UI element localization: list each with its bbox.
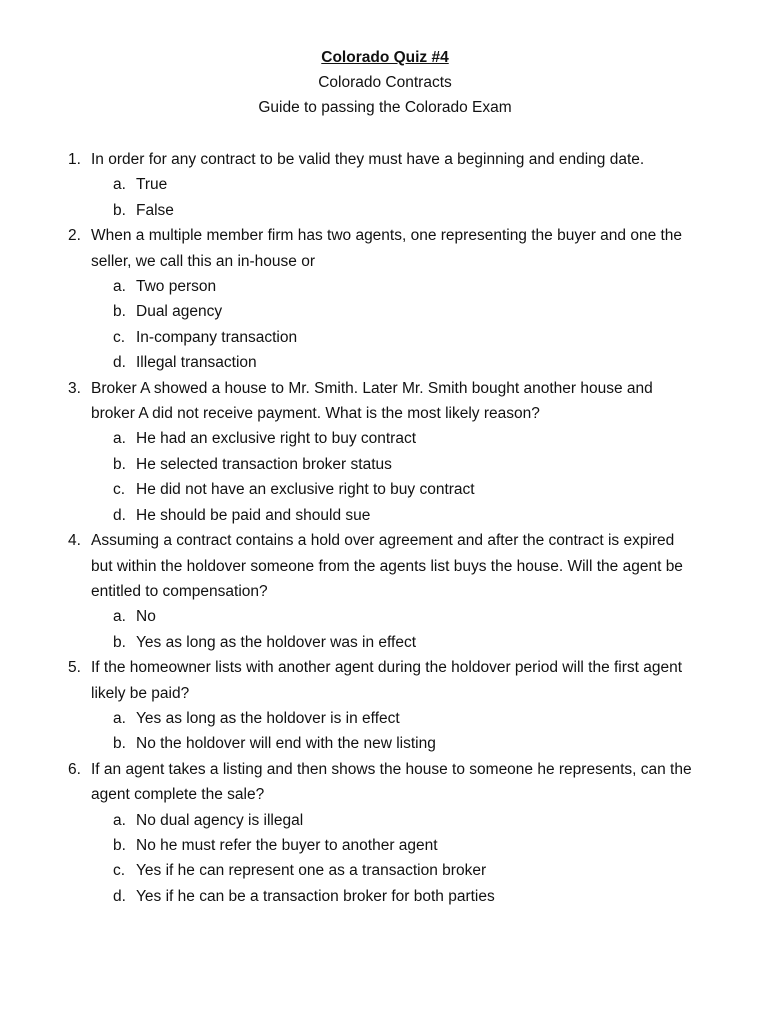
answer-option-text: In-company transaction <box>136 328 298 346</box>
answer-option-text: Dual agency <box>136 303 223 321</box>
question-text-continued: likely be paid? <box>91 684 190 702</box>
question-number: 1. <box>68 151 81 168</box>
answer-option <box>0 808 770 833</box>
answer-option <box>0 350 770 375</box>
question-line <box>0 147 770 172</box>
document-subtitle: Colorado Contracts <box>318 74 452 91</box>
question-text-continued: but within the holdover someone from the agents list buys the house. Will the agent be <box>91 557 683 575</box>
question-number: 4. <box>68 532 81 550</box>
answer-option-letter: d. <box>113 506 126 524</box>
answer-option-letter: a. <box>113 709 126 727</box>
answer-option <box>0 198 770 223</box>
question-text-continued: seller, we call this an in-house or <box>91 252 316 270</box>
answer-option-letter: a. <box>113 278 126 296</box>
answer-option-text: No he must refer the buyer to another agent <box>136 836 438 854</box>
question-line <box>0 223 770 248</box>
answer-option-letter: b. <box>113 633 126 651</box>
answer-option-text: True <box>136 176 168 194</box>
answer-option-letter: b. <box>113 201 126 219</box>
question-item <box>0 757 770 909</box>
answer-option-letter: b. <box>113 455 126 473</box>
answer-option-text: Yes as long as the holdover was in effect <box>136 633 417 651</box>
answer-option-letter: b. <box>113 836 126 854</box>
answer-option-letter: d. <box>113 354 126 372</box>
answer-option <box>0 858 770 883</box>
question-item <box>0 655 770 757</box>
answer-option-letter: c. <box>113 862 126 880</box>
answer-option-text: No the holdover will end with the new listing <box>136 735 436 753</box>
answer-option-letter: b. <box>113 303 126 321</box>
answer-option-text: He selected transaction broker status <box>136 455 392 473</box>
answer-option-text: Illegal transaction <box>136 354 257 372</box>
question-text-continued: agent complete the sale? <box>91 786 265 804</box>
answer-option <box>0 325 770 350</box>
document-guide-line: Guide to passing the Colorado Exam <box>258 99 512 116</box>
answer-option-text: He had an exclusive right to buy contract <box>136 430 417 448</box>
answer-option-letter: b. <box>113 735 126 753</box>
question-line <box>0 376 770 401</box>
answer-option <box>0 452 770 477</box>
answer-option <box>0 731 770 756</box>
answer-option <box>0 833 770 858</box>
answer-option <box>0 884 770 909</box>
answer-option-text: He did not have an exclusive right to buy contract <box>136 481 475 499</box>
answer-option-letter: c. <box>113 328 126 346</box>
answer-option <box>0 503 770 528</box>
question-item <box>0 528 770 655</box>
question-line <box>0 528 770 553</box>
question-item <box>0 147 770 223</box>
answer-option-text: Yes if he can represent one as a transaction broker <box>136 862 487 880</box>
answer-option <box>0 706 770 731</box>
question-text: Assuming a contract contains a hold over agreement and after the contract is expired <box>91 532 675 550</box>
question-text-continued: broker A did not receive payment. What is the most likely reason? <box>91 405 540 423</box>
answer-option-letter: c. <box>113 481 126 499</box>
answer-option-letter: a. <box>113 176 126 194</box>
question-line <box>0 655 770 680</box>
question-number: 6. <box>68 760 81 778</box>
answer-option <box>0 274 770 299</box>
answer-option <box>0 172 770 197</box>
answer-option-text: No <box>136 608 156 626</box>
question-text: Broker A showed a house to Mr. Smith. Later Mr. Smith bought another house and <box>91 379 653 397</box>
document-title: Colorado Quiz #4 <box>321 49 449 66</box>
answer-option <box>0 426 770 451</box>
answer-option-text: Yes if he can be a transaction broker for both parties <box>136 887 495 905</box>
question-list <box>0 147 770 909</box>
question-text: If an agent takes a listing and then shows the house to someone he represents, can the <box>91 760 692 778</box>
answer-option <box>0 630 770 655</box>
question-text: When a multiple member firm has two agents, one representing the buyer and one the <box>91 227 683 245</box>
answer-option-letter: a. <box>113 608 126 626</box>
answer-option-letter: a. <box>113 811 126 829</box>
answer-option <box>0 477 770 502</box>
question-number: 5. <box>68 659 81 677</box>
answer-option <box>0 299 770 324</box>
question-text: In order for any contract to be valid they must have a beginning and ending date. <box>91 151 645 168</box>
answer-option-letter: d. <box>113 887 126 905</box>
question-number: 3. <box>68 379 81 397</box>
question-text: If the homeowner lists with another agent during the holdover period will the first agent <box>91 659 683 677</box>
answer-option-text: Yes as long as the holdover is in effect <box>136 709 400 727</box>
answer-option-text: False <box>136 201 174 219</box>
answer-option-text: Two person <box>136 278 217 296</box>
question-number: 2. <box>68 227 81 245</box>
answer-option <box>0 604 770 629</box>
question-text-continued: entitled to compensation? <box>91 582 268 600</box>
question-item <box>0 376 770 528</box>
answer-option-text: He should be paid and should sue <box>136 506 371 524</box>
question-item <box>0 223 770 375</box>
document-header <box>0 45 770 120</box>
question-line <box>0 757 770 782</box>
answer-option-text: No dual agency is illegal <box>136 811 304 829</box>
answer-option-letter: a. <box>113 430 126 448</box>
